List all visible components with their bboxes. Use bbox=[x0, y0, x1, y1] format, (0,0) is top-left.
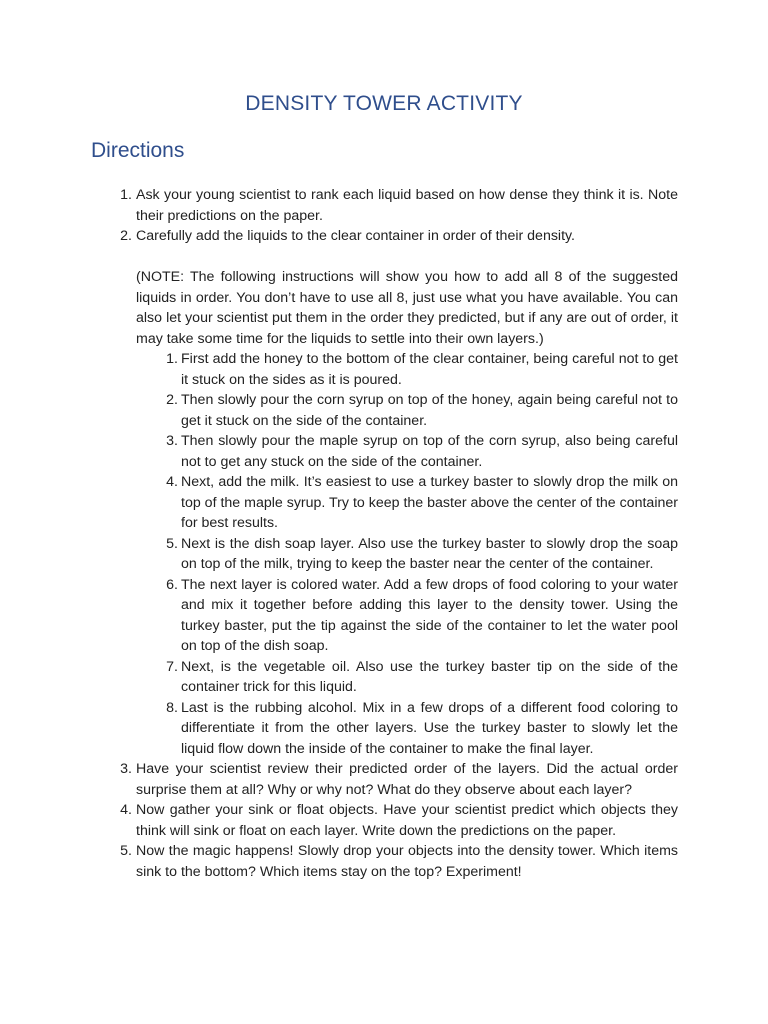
liquid-order-list bbox=[136, 349, 678, 759]
substep-text: Last is the rubbing alcohol. Mix in a few drops of a different food coloring to differentiate it from the other layers. Use the turkey baster to slowly let the liquid flow down the inside of the container to make the final layer. bbox=[181, 699, 678, 757]
step-text: Now the magic happens! Slowly drop your objects into the density tower. Which items sink to the bottom? Which items stay on the top? Experiment! bbox=[136, 843, 678, 880]
direction-step-2 bbox=[108, 226, 678, 759]
substep-maple-syrup bbox=[158, 431, 678, 472]
direction-step-3 bbox=[108, 759, 678, 800]
section-heading-directions: Directions bbox=[91, 139, 185, 162]
substep-text: Then slowly pour the maple syrup on top of the corn syrup, also being careful not to get any stuck on the side of the container. bbox=[181, 433, 678, 470]
substep-number: 1 . bbox=[158, 349, 178, 370]
step-text: Have your scientist review their predicted order of the layers. Did the actual order surprise them at all? Why or why not? What do they observe about each layer? bbox=[136, 761, 678, 798]
step-number: 4 . bbox=[108, 800, 132, 821]
substep-colored-water bbox=[158, 575, 678, 657]
substep-dish-soap bbox=[158, 534, 678, 575]
substep-number: 2 . bbox=[158, 390, 178, 411]
step-number: 5 . bbox=[108, 841, 132, 862]
substep-text: The next layer is colored water. Add a few drops of food coloring to your water and mix it together before adding this layer to the density tower. Using the turkey baster, put the tip against the side of the container to let the water pool on top of the dish soap. bbox=[181, 576, 678, 654]
substep-text: Next, is the vegetable oil. Also use the turkey baster tip on the side of the container trick for this liquid. bbox=[181, 658, 678, 695]
substep-number: 4 . bbox=[158, 472, 178, 493]
substep-text: Next, add the milk. It’s easiest to use a turkey baster to slowly drop the milk on top of the maple syrup. Try to keep the baster above the center of the container for best results. bbox=[181, 474, 678, 531]
directions-content bbox=[108, 185, 678, 882]
direction-step-5 bbox=[108, 841, 678, 882]
substep-number: 3 . bbox=[158, 431, 178, 452]
substep-vegetable-oil bbox=[158, 657, 678, 698]
step-number: 3 . bbox=[108, 759, 132, 780]
substep-number: 6 . bbox=[158, 575, 178, 596]
direction-step-4 bbox=[108, 800, 678, 841]
substep-number: 7 . bbox=[158, 657, 178, 678]
step-number: 2 . bbox=[108, 226, 132, 247]
substep-honey bbox=[158, 349, 678, 390]
substep-corn-syrup bbox=[158, 390, 678, 431]
substep-number: 5 . bbox=[158, 534, 178, 555]
step-text: Now gather your sink or float objects. Have your scientist predict which objects they think will sink or float on each layer. Write down the predictions on the paper. bbox=[136, 802, 678, 839]
direction-step-1 bbox=[108, 185, 678, 226]
step-text: Ask your young scientist to rank each liquid based on how dense they think it is. Note their predictions on the paper. bbox=[136, 187, 678, 224]
substep-text: Next is the dish soap layer. Also use the turkey baster to slowly drop the soap on top of the milk, trying to keep the baster near the center of the container. bbox=[181, 535, 678, 572]
substep-number: 8 . bbox=[158, 698, 178, 719]
step-number: 1 . bbox=[108, 185, 132, 206]
substep-text: Then slowly pour the corn syrup on top of the honey, again being careful not to get it stuck on the side of the container. bbox=[181, 392, 678, 429]
step-text: Carefully add the liquids to the clear container in order of their density. bbox=[136, 228, 576, 244]
substep-text: First add the honey to the bottom of the clear container, being careful not to get it stuck on the sides as it is poured. bbox=[181, 351, 678, 388]
substep-milk bbox=[158, 472, 678, 534]
step-note: (NOTE: The following instructions will show you how to add all 8 of the suggested liquids in order. You don’t have to use all 8, just use what you have available. You can also let your scientist put them in the order they predicted, but if any are out of order, it may take some time for the liquids to settle into their own layers.) bbox=[136, 269, 678, 347]
document-title: DENSITY TOWER ACTIVITY bbox=[245, 92, 523, 115]
substep-rubbing-alcohol bbox=[158, 698, 678, 760]
directions-list bbox=[108, 185, 678, 882]
